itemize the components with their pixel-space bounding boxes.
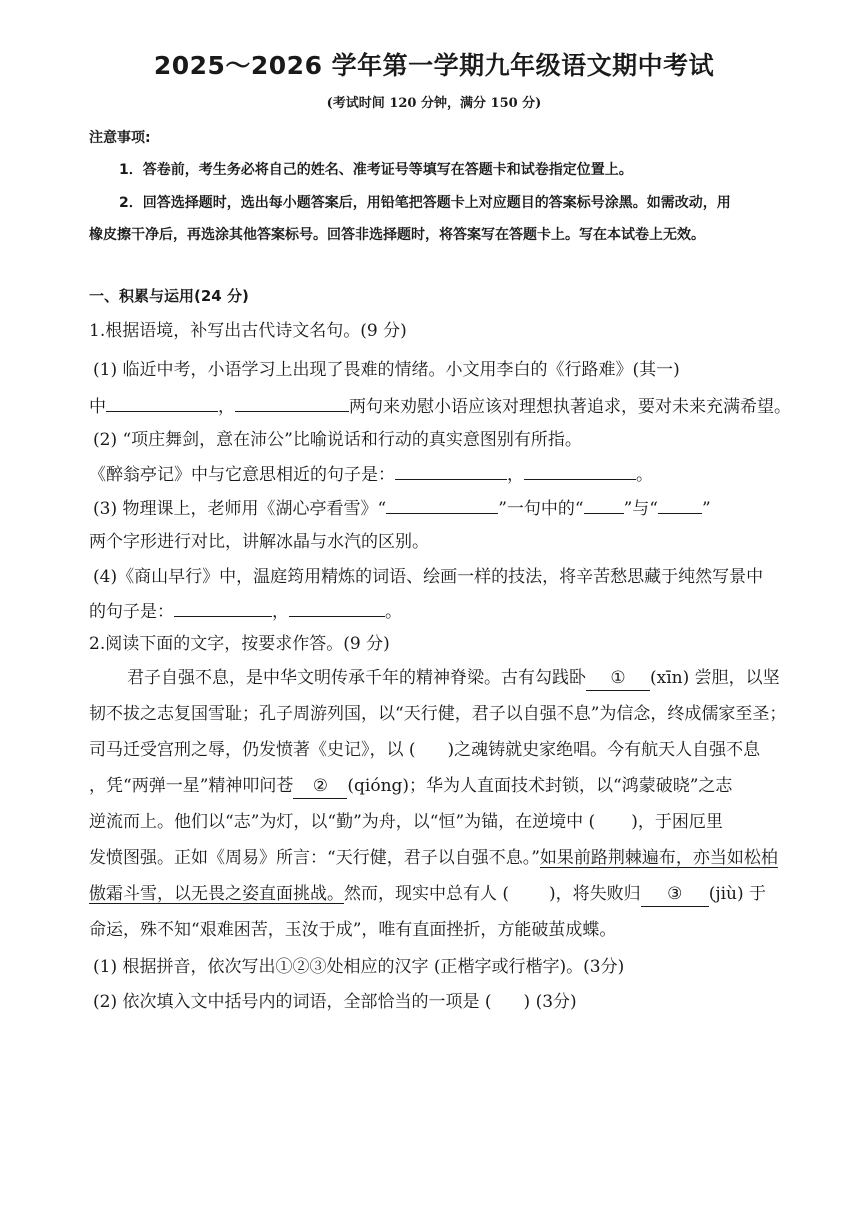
- q1-part2-blank-1[interactable]: [395, 462, 507, 480]
- q2-l3-text-b: )之魂铸就史家绝唱。今有航天人自强不息: [447, 740, 761, 760]
- section-1-heading: 一、积累与运用(24 分): [89, 287, 249, 305]
- q1-part1-text-c: 两句来劝慰小语应该对理想执著追求，要对未来充满希望。: [349, 397, 791, 417]
- q2-l4-text-b: (qióng)；华为人直面技术封锁，以“鸿蒙破晓”之志: [347, 776, 733, 796]
- q2-underlined-sentence-part2: 傲霜斗雪，以无畏之姿直面挑战。: [89, 884, 344, 904]
- q1-part3-line2: 两个字形进行对比，讲解冰晶与水汽的区别。: [89, 532, 429, 552]
- exam-title: 2025～2026 学年第一学期九年级语文期中考试: [153, 51, 715, 80]
- q1-stem: 1.根据语境，补写出古代诗文名句。(9 分): [89, 321, 407, 341]
- q2-sub2-text-a: (2) 依次填入文中括号内的词语，全部恰当的一项是 (: [93, 992, 492, 1012]
- exam-subtitle: (考试时间 120 分钟，满分 150 分): [326, 96, 542, 111]
- q2-passage-line6: [89, 846, 778, 870]
- q2-l7-text-c: )，将失败归: [549, 884, 641, 904]
- q2-l7-text-b: 然而，现实中总有人 (: [344, 884, 510, 904]
- q2-passage-line2: 韧不拔之志复国雪耻；孔子周游列国，以“天行健，君子以自强不息”为信念，终成儒家至圣；: [89, 704, 787, 724]
- q1-part3-text-d: ”: [701, 499, 711, 519]
- q1-part2-blank-2[interactable]: [524, 462, 636, 480]
- q1-part1-blank-1[interactable]: [106, 394, 218, 412]
- q1-part2-text-b: ，: [507, 465, 524, 485]
- q1-part1-text-a: 中: [89, 397, 106, 417]
- q1-part4-line1: (4)《商山早行》中，温庭筠用精炼的词语、绘画一样的技法，将辛苦愁思藏于纯然写景中: [93, 567, 764, 587]
- q2-l5-text-b: )，于困厄里: [631, 812, 723, 832]
- q2-l3-text-a: 司马迁受宫刑之辱，仍发愤著《史记》，以 (: [89, 740, 416, 760]
- q1-part4-line2: [89, 599, 402, 624]
- q1-part1-blank-2[interactable]: [235, 394, 349, 412]
- q1-part2-line2: [89, 462, 653, 487]
- q2-passage-line7: [89, 882, 766, 907]
- notice-heading: 注意事项:: [89, 130, 151, 146]
- notice-item-2-line-2: 橡皮擦干净后，再选涂其他答案标号。回答非选择题时，将答案写在答题卡上。写在本试卷上无效。: [89, 227, 705, 243]
- q2-blank-2[interactable]: ②: [293, 774, 347, 799]
- q1-part3-text-c: ”与“: [623, 499, 658, 519]
- q2-stem: 2.阅读下面的文字，按要求作答。(9 分): [89, 634, 390, 654]
- q1-part1-line2: [89, 394, 791, 419]
- q2-passage-line4: [89, 774, 732, 799]
- q2-blank-3[interactable]: ③: [641, 882, 709, 907]
- q2-underlined-sentence-part1: 如果前路荆棘遍布，亦当如松柏: [539, 848, 778, 868]
- q2-l6-text-a: 发愤图强。正如《周易》所言：“天行健，君子以自强不息。”: [89, 848, 540, 868]
- q1-part2-text-a: 《醉翁亭记》中与它意思相近的句子是：: [89, 465, 395, 485]
- q1-part3-line1: [93, 496, 711, 521]
- q2-passage-line8: 命运，殊不知“艰难困苦，玉汝于成”，唯有直面挫折，方能破茧成蝶。: [89, 920, 617, 940]
- q1-part3-blank-char-2[interactable]: [658, 496, 702, 514]
- q1-part2-line1: (2) “项庄舞剑，意在沛公”比喻说话和行动的真实意图别有所指。: [93, 430, 582, 450]
- q1-part4-blank-1[interactable]: [174, 599, 272, 617]
- q1-part3-blank-char-1[interactable]: [584, 496, 624, 514]
- q1-part3-text-b: ”一句中的“: [498, 499, 584, 519]
- q1-part1-line1: (1) 临近中考，小语学习上出现了畏难的情绪。小文用李白的《行路难》(其一): [93, 360, 680, 380]
- q2-passage-line1: [127, 666, 780, 691]
- q2-l7-text-d: (jiù) 于: [708, 884, 767, 904]
- notice-item-1: 1．答卷前，考生务必将自己的姓名、准考证号等填写在答题卡和试卷指定位置上。: [119, 162, 633, 178]
- q2-blank-1[interactable]: ①: [586, 666, 650, 691]
- q2-l5-text-a: 逆流而上。他们以“志”为灯，以“勤”为舟，以“恒”为锚，在逆境中 (: [89, 812, 596, 832]
- q1-part4-text-b: ，: [272, 602, 289, 622]
- q1-part4-blank-2[interactable]: [289, 599, 385, 617]
- q2-l1-text-b: (xīn) 尝胆，以坚: [650, 668, 780, 688]
- q1-part4-text-a: 的句子是：: [89, 602, 174, 622]
- q2-l4-text-a: ，凭“两弹一星”精神叩问苍: [89, 776, 294, 796]
- q1-part4-text-c: 。: [385, 602, 402, 622]
- q1-part1-text-b: ，: [218, 397, 235, 417]
- q1-part3-blank-sentence[interactable]: [386, 496, 498, 514]
- q2-sub-question-2: [93, 990, 577, 1014]
- q2-sub-question-1: (1) 根据拼音，依次写出①②③处相应的汉字 (正楷字或行楷字)。(3分): [93, 957, 625, 977]
- notice-item-2-line-1: 2．回答选择题时，选出每小题答案后，用铅笔把答题卡上对应题目的答案标号涂黑。如需改动，用: [119, 195, 731, 211]
- q1-part3-text-a: (3) 物理课上，老师用《湖心亭看雪》“: [93, 499, 387, 519]
- q2-passage-line3: [89, 738, 760, 762]
- q2-l1-text-a: 君子自强不息，是中华文明传承千年的精神脊梁。古有勾践卧: [127, 668, 586, 688]
- q2-passage-line5: [89, 810, 723, 834]
- q2-sub2-text-b: ) (3分): [523, 992, 577, 1012]
- q1-part2-text-c: 。: [636, 465, 653, 485]
